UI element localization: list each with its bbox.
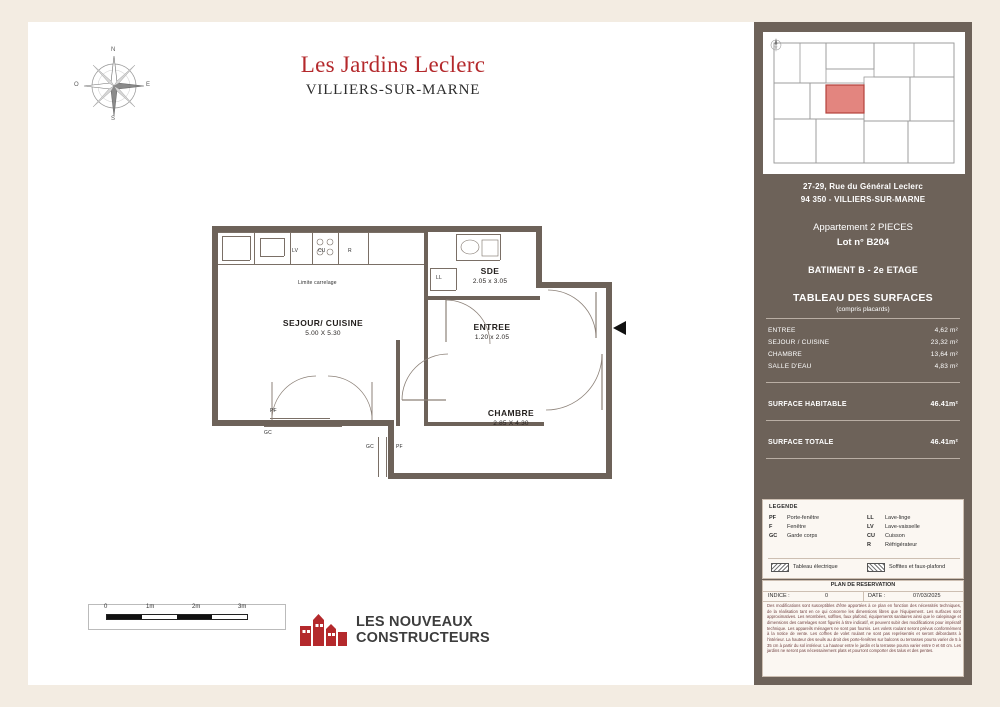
reservation-disclaimer: Des modifications sont susceptibles d'être apportées à ce plan en fonction des nécessités techniques, de la réalisation tant en ce qui concerne les dimensions libres que l'équipement. Les surfaces sont approximatives. Les retombées, soffites, faux plafond, équipements sanitaires ainsi que le calepinage et dimensions des carrelages sont figurés à titre indicatif, et peuvent subir des modifications pour impératif technique. Les appareils ménagers ne sont pas fournis. Les volets roulant seront prévus conformément à la notice de vente. Les coffres de volet roulant ne sont pas représentés et seront débordants à l'intérieur. La hauteur des seuils au droit des porte-fenêtres sur balcons ou terrasses pourra varier de 5 à 35 cm à partir du sol intérieur. La hauteur entre le jardin et la terrasse pourra varier entre 0 et 60 cm. Les jardins ne seront pas nécessairement plats et pourront comporter des talus et des pentes.	[767, 603, 961, 654]
reservation-vline	[863, 591, 864, 601]
door-chambre-placard-icon	[544, 352, 606, 414]
scale-tick-2: 2m	[192, 604, 201, 610]
kitchen-div-4	[338, 232, 339, 264]
room-label-sejour	[238, 318, 408, 337]
cabinet-bottom	[222, 260, 250, 261]
address-line-2: 94 350 - VILLIERS-SUR-MARNE	[800, 195, 926, 204]
scale-tick-0: 0	[104, 604, 108, 610]
kitchen-counter-top	[218, 232, 424, 233]
indice-value: 0	[825, 593, 829, 599]
reservation-block	[762, 580, 964, 677]
room-dim-sde: 2.05 x 3.05	[472, 278, 508, 285]
wall-left	[212, 226, 218, 426]
entrance-arrow-icon	[612, 319, 630, 337]
shower-left	[456, 234, 457, 260]
sink-top	[260, 238, 284, 239]
kitchen-div-1	[254, 232, 255, 264]
electric-panel-swatch-icon	[771, 563, 789, 572]
legend-text-gc: Garde corps	[787, 533, 818, 539]
date-label: DATE :	[868, 593, 886, 599]
logo-text-line2: CONSTRUCTEURS	[356, 630, 490, 646]
legend-abbr-cu: CU	[867, 533, 875, 539]
wall-right-chambre	[606, 282, 612, 479]
legend-item-pf	[769, 515, 776, 521]
scale-bar	[88, 600, 288, 634]
sink-bottom	[260, 256, 284, 257]
surface-value-salledeau: 4,83 m²	[934, 363, 958, 370]
floor-plan	[208, 222, 618, 487]
compass-east-label: E	[146, 82, 151, 88]
key-plan-drawing	[764, 33, 964, 173]
room-name-chambre: CHAMBRE	[487, 408, 535, 418]
building-floor: BATIMENT B - 2e ETAGE	[808, 265, 918, 275]
surface-value-sejour: 23,32 m²	[930, 339, 958, 346]
surface-label-salledeau: SALLE D'EAU	[768, 363, 812, 370]
project-title: Les Jardins Leclerc	[300, 52, 486, 77]
legend-box	[762, 499, 964, 579]
surface-label-chambre: CHAMBRE	[768, 351, 802, 358]
cabinet-right	[250, 236, 251, 260]
legend-abbr-pf: PF	[769, 515, 777, 521]
project-city: VILLIERS-SUR-MARNE	[305, 82, 481, 98]
door-entree-icon	[544, 288, 600, 340]
room-label-sde	[440, 266, 540, 285]
surface-value-entree: 4,62 m²	[934, 327, 958, 334]
legend-text-soffite: Soffites et faux-plafond	[889, 564, 946, 570]
shower-bottom	[456, 260, 500, 261]
info-panel	[754, 22, 972, 685]
tag-cu: CU	[318, 248, 326, 254]
soffite-swatch-icon	[867, 563, 885, 572]
legend-abbr-gc: GC	[769, 533, 778, 539]
tag-gc-chambre: GC	[366, 444, 374, 450]
legend-text-lv: Lave-vaisselle	[885, 524, 920, 530]
ll-box-bottom	[430, 290, 456, 291]
surface-value-totale: 46.41m²	[930, 439, 958, 446]
tag-pf-chambre: PF	[396, 444, 403, 450]
cabinet-left	[222, 236, 223, 260]
scale-tick-1: 1m	[146, 604, 155, 610]
surface-label-sejour: SEJOUR / CUISINE	[768, 339, 830, 346]
kitchen-div-5	[368, 232, 369, 264]
tag-lv: LV	[292, 248, 299, 254]
compass-icon	[76, 48, 152, 124]
wall-bottom-chambre	[388, 473, 612, 479]
compass-south-label: S	[111, 116, 116, 122]
scale-tick-3: 3m	[238, 604, 247, 610]
legend-item-r	[867, 542, 871, 548]
kitchen-div-3	[312, 232, 313, 264]
reservation-title: PLAN DE RESERVATION	[830, 582, 896, 588]
sink-left	[260, 238, 261, 256]
company-logo	[298, 612, 518, 660]
tag-limite-carrelage: Limite carrelage	[298, 280, 337, 286]
tag-ll: LL	[436, 275, 442, 281]
legend-item-f	[769, 524, 772, 530]
surfaces-subtitle: (compris placards)	[836, 306, 890, 313]
address-line-1: 27-29, Rue du Général Leclerc	[802, 182, 924, 191]
legend-text-cu: Cuisson	[885, 533, 905, 539]
french-door-sejour-right-icon	[314, 374, 376, 422]
kitchen-counter-front	[218, 264, 424, 265]
room-label-chambre	[446, 408, 576, 427]
lot-number: Lot n° B204	[836, 237, 890, 248]
legend-title: LEGENDE	[769, 504, 798, 510]
legend-abbr-f: F	[769, 524, 773, 530]
plan-sheet	[28, 22, 972, 685]
legend-text-ll: Lave-linge	[885, 515, 911, 521]
legend-text-f: Fenêtre	[787, 524, 806, 530]
scale-bar-graphic	[106, 614, 248, 620]
legend-abbr-ll: LL	[867, 515, 874, 521]
key-plan-compass-icon	[768, 37, 784, 58]
logo-text-line1: LES NOUVEAUX	[356, 614, 473, 630]
ll-box-left	[430, 268, 431, 290]
date-value: 07/03/2025	[913, 593, 941, 599]
legend-text-electric: Tableau électrique	[793, 564, 838, 570]
logo-mark-icon	[298, 612, 350, 648]
surface-label-totale: SURFACE TOTALE	[768, 439, 834, 446]
door-chambre-icon	[400, 352, 460, 404]
legend-text-pf: Porte-fenêtre	[787, 515, 820, 521]
surfaces-divider-top	[766, 318, 960, 319]
wc-basin-icon	[458, 236, 502, 260]
compass-west-label: O	[74, 82, 79, 88]
legend-item-lv	[867, 524, 874, 530]
tag-pf-sejour: PF	[270, 408, 277, 414]
indice-label: INDICE :	[768, 593, 790, 599]
garde-corps-sejour	[264, 426, 342, 427]
legend-abbr-lv: LV	[867, 524, 874, 530]
surface-value-chambre: 13,64 m²	[930, 351, 958, 358]
surfaces-divider-mid	[766, 382, 960, 383]
legend-text-r: Réfrigérateur	[885, 542, 918, 548]
room-dim-chambre: 2.85 X 4.30	[493, 420, 529, 427]
kitchen-div-2	[290, 232, 291, 264]
title-block	[228, 52, 558, 99]
room-label-entree	[446, 322, 538, 341]
plan-area	[28, 22, 754, 685]
garde-corps-chambre	[378, 437, 379, 477]
cabinet-top	[222, 236, 250, 237]
surfaces-divider-bottom	[766, 420, 960, 421]
surface-label-habitable: SURFACE HABITABLE	[768, 401, 847, 408]
apartment-type: Appartement 2 PIECES	[813, 222, 913, 233]
legend-item-gc	[769, 533, 777, 539]
compass-north-label: N	[111, 47, 116, 53]
room-dim-sejour: 5.00 X 5.30	[305, 330, 341, 337]
tag-gc-sejour: GC	[264, 430, 272, 436]
room-name-sde: SDE	[480, 266, 500, 276]
room-name-entree: ENTREE	[473, 322, 511, 332]
legend-item-ll	[867, 515, 874, 521]
room-dim-entree: 1.20 x 2.05	[474, 334, 510, 341]
surfaces-divider-end	[766, 458, 960, 459]
legend-separator	[768, 558, 960, 559]
tag-r: R	[348, 248, 352, 254]
surfaces-title: TABLEAU DES SURFACES	[793, 292, 933, 304]
surface-value-habitable: 46.41m²	[930, 401, 958, 408]
shower-top	[456, 234, 500, 235]
surface-label-entree: ENTREE	[768, 327, 796, 334]
legend-item-cu	[867, 533, 875, 539]
window-chambre-outline	[386, 437, 387, 477]
reservation-line-2	[763, 601, 963, 602]
wall-left-chambre	[388, 420, 394, 479]
legend-abbr-r: R	[867, 542, 871, 548]
key-plan	[763, 32, 965, 174]
room-name-sejour: SEJOUR/ CUISINE	[282, 318, 364, 328]
sink-right	[284, 238, 285, 256]
